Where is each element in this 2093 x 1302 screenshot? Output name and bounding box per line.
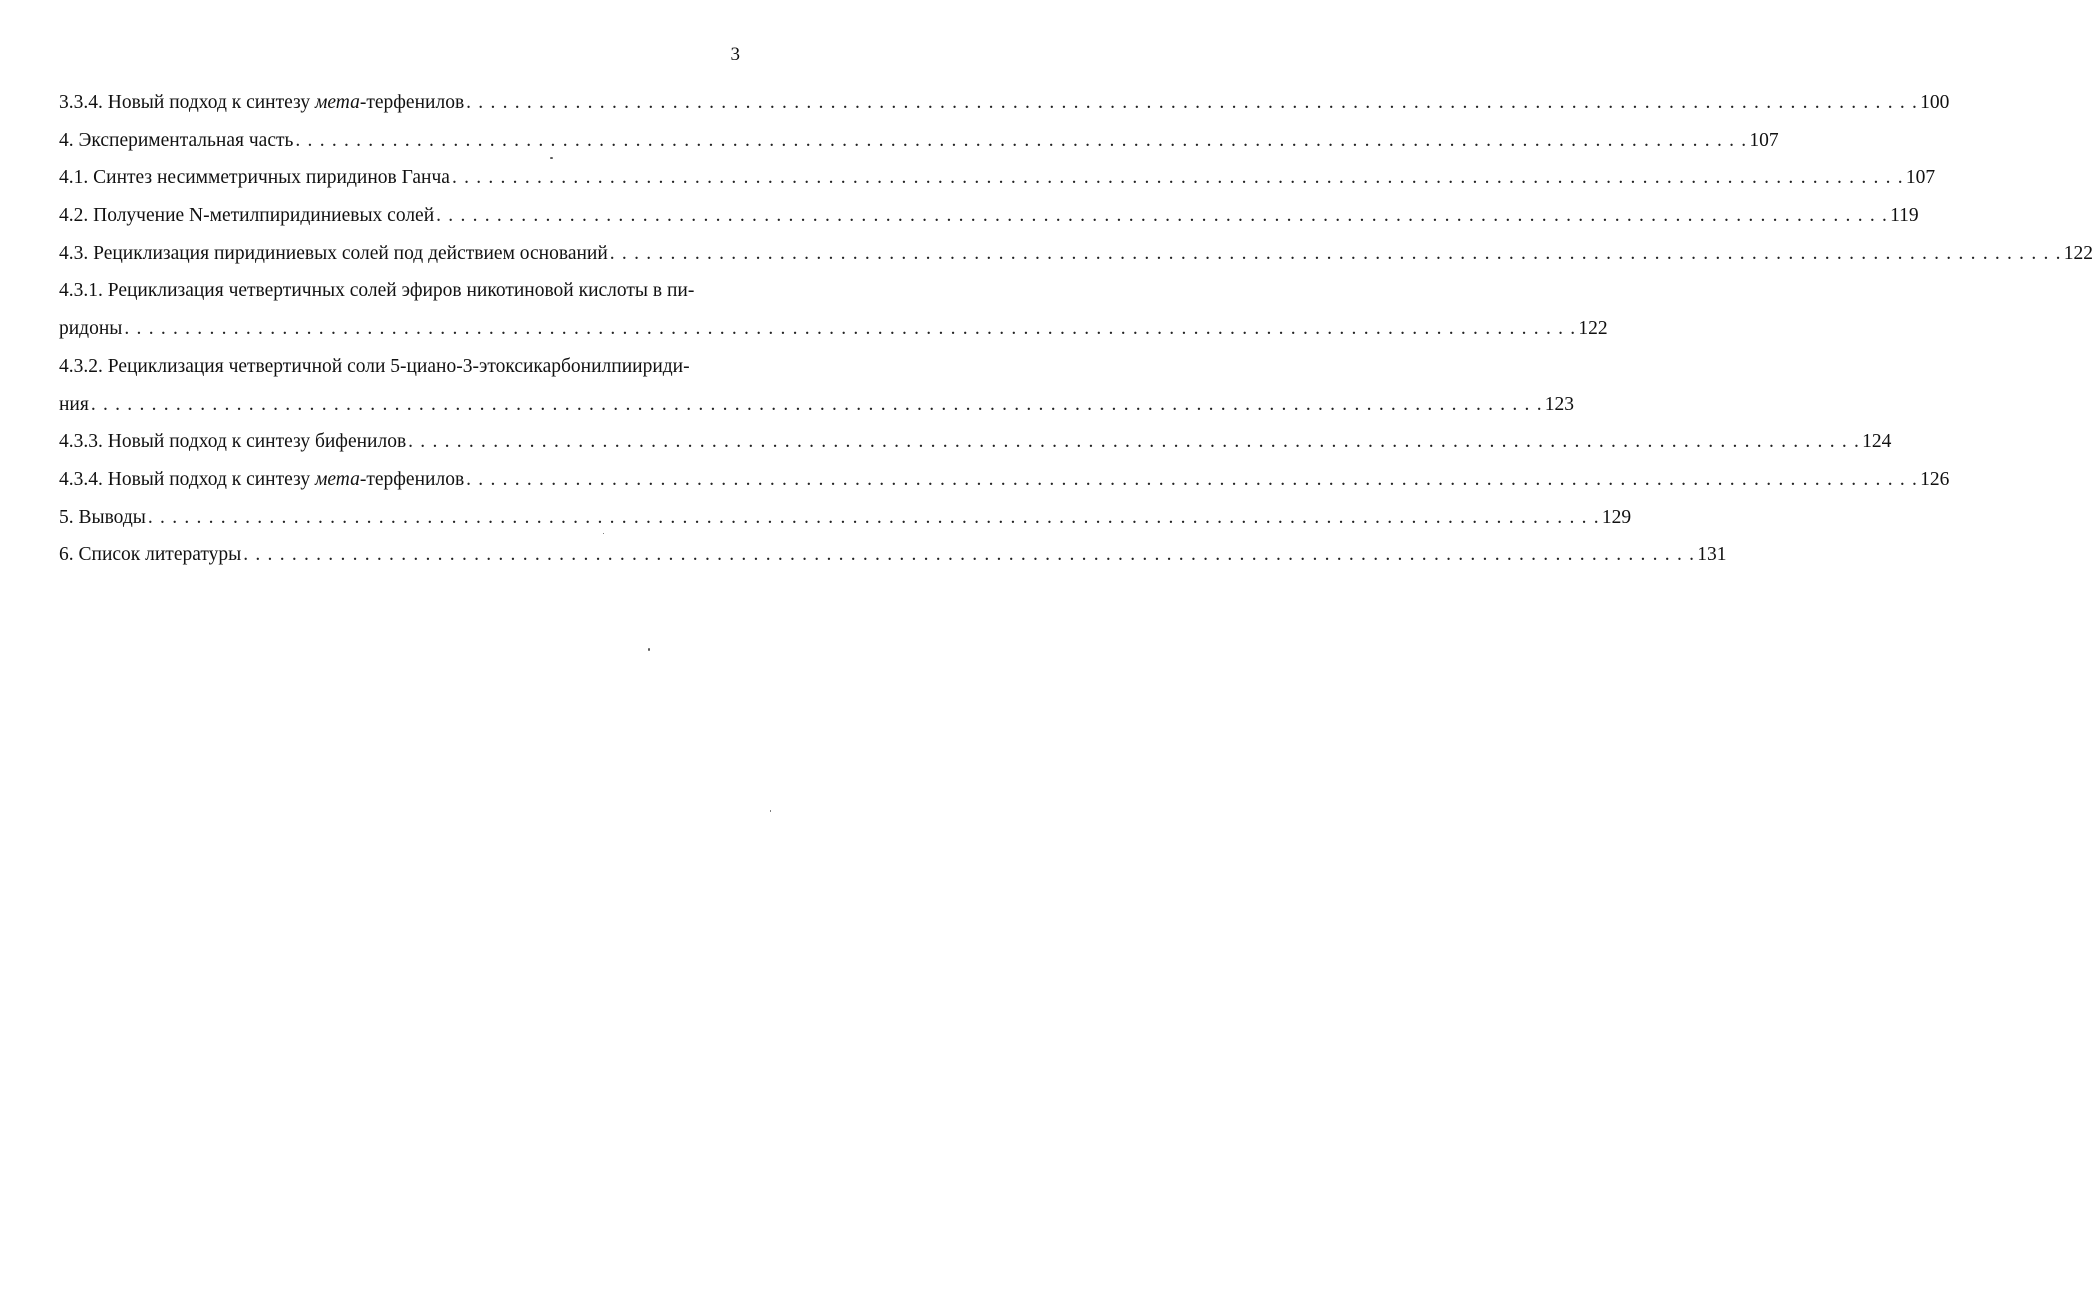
toc-leader-dots: . . . . . . . . . . . . . . . . . . . . . . . . . . . . . . . . . . . . . . . . . . . . . . . . . . . . . . . . . . . . . . . . . . . . . . . . . . . . . . . . . . . . . . . . . . . . . . . . . . . . . . . . . . . . . . . . . . . . . . . . <box>466 468 1919 490</box>
toc-leader-dots: . . . . . . . . . . . . . . . . . . . . . . . . . . . . . . . . . . . . . . . . . . . . . . . . . . . . . . . . . . . . . . . . . . . . . . . . . . . . . . . . . . . . . . . . . . . . . . . . . . . . . . . . . . . . . . . . . . . . . . . . <box>147 506 1600 528</box>
toc-entry-3-3-4 <box>59 84 1950 122</box>
toc-entry-4-3-1-line1 <box>59 272 735 310</box>
toc-entry-4-3 <box>59 235 2093 273</box>
scan-speck <box>603 533 604 534</box>
toc-page-number: 129 <box>1601 506 1632 528</box>
toc-page-number: 107 <box>1905 167 1936 189</box>
toc-entry-4-1 <box>59 159 1936 197</box>
toc-leader-dots: . . . . . . . . . . . . . . . . . . . . . . . . . . . . . . . . . . . . . . . . . . . . . . . . . . . . . . . . . . . . . . . . . . . . . . . . . . . . . . . . . . . . . . . . . . . . . . . . . . . . . . . . . . . . . . . . . . . . . . . . <box>90 393 1543 415</box>
toc-leader-dots: . . . . . . . . . . . . . . . . . . . . . . . . . . . . . . . . . . . . . . . . . . . . . . . . . . . . . . . . . . . . . . . . . . . . . . . . . . . . . . . . . . . . . . . . . . . . . . . . . . . . . . . . . . . . . . . . . . . . . . . . <box>243 544 1696 566</box>
toc-leader-dots: . . . . . . . . . . . . . . . . . . . . . . . . . . . . . . . . . . . . . . . . . . . . . . . . . . . . . . . . . . . . . . . . . . . . . . . . . . . . . . . . . . . . . . . . . . . . . . . . . . . . . . . . . . . . . . . . . . . . . . . . <box>609 242 2062 264</box>
toc-leader-dots: . . . . . . . . . . . . . . . . . . . . . . . . . . . . . . . . . . . . . . . . . . . . . . . . . . . . . . . . . . . . . . . . . . . . . . . . . . . . . . . . . . . . . . . . . . . . . . . . . . . . . . . . . . . . . . . . . . . . . . . . <box>295 129 1748 151</box>
toc-leader-dots: . . . . . . . . . . . . . . . . . . . . . . . . . . . . . . . . . . . . . . . . . . . . . . . . . . . . . . . . . . . . . . . . . . . . . . . . . . . . . . . . . . . . . . . . . . . . . . . . . . . . . . . . . . . . . . . . . . . . . . . . <box>436 205 1889 227</box>
toc-entry-title: 4.3.2. Рециклизация четвертичной соли 5-циано-3-этоксикарбонилпиириди- <box>59 355 690 377</box>
scan-speck <box>550 157 553 159</box>
toc-entry-title: 4.3.1. Рециклизация четвертичных солей эфиров никотиновой кислоты в пи- <box>59 280 695 302</box>
toc-page-number: 100 <box>1920 92 1950 113</box>
toc-entry-4-3-2 <box>59 386 1575 424</box>
toc-page-number: 131 <box>1697 544 1727 566</box>
toc-page-number: 122 <box>2063 242 2093 264</box>
toc-entry-title: 6. Список литературы <box>59 544 242 566</box>
toc-entry-title: 4.3.4. Новый подход к синтезу мета-терфенилов <box>59 468 465 490</box>
scan-speck <box>648 648 650 651</box>
toc-entry-4 <box>59 122 1779 160</box>
toc-leader-dots: . . . . . . . . . . . . . . . . . . . . . . . . . . . . . . . . . . . . . . . . . . . . . . . . . . . . . . . . . . . . . . . . . . . . . . . . . . . . . . . . . . . . . . . . . . . . . . . . . . . . . . . . . . . . . . . . . . . . . . . . <box>408 431 1861 453</box>
toc-entry-4-3-1 <box>59 310 1608 348</box>
page-number: 3 <box>730 44 740 65</box>
toc-entry-title: 4. Экспериментальная часть <box>59 129 294 151</box>
toc-leader-dots: . . . . . . . . . . . . . . . . . . . . . . . . . . . . . . . . . . . . . . . . . . . . . . . . . . . . . . . . . . . . . . . . . . . . . . . . . . . . . . . . . . . . . . . . . . . . . . . . . . . . . . . . . . . . . . . . . . . . . . . . <box>466 92 1919 113</box>
toc-page-number: 126 <box>1920 468 1950 490</box>
toc-entry-title-continued: ридоны <box>59 318 123 340</box>
toc-entry-4-3-4 <box>59 461 1950 499</box>
toc-entry-5 <box>59 499 1632 537</box>
toc-page-number: 119 <box>1890 205 1919 227</box>
toc-entry-title: 3.3.4. Новый подход к синтезу мета-терфенилов <box>59 92 465 113</box>
toc-page-number: 123 <box>1544 393 1575 415</box>
toc-entry-6 <box>59 536 1727 574</box>
table-of-contents <box>59 84 2093 574</box>
toc-page-number: 107 <box>1749 129 1779 151</box>
toc-entry-title-continued: ния <box>59 393 89 415</box>
toc-page-number: 124 <box>1862 431 1892 453</box>
scan-speck <box>770 810 771 812</box>
toc-page-number: 122 <box>1578 318 1608 340</box>
toc-entry-4-2 <box>59 197 1919 235</box>
toc-entry-4-3-2-line1 <box>59 348 735 386</box>
toc-entry-title: 5. Выводы <box>59 506 146 528</box>
toc-leader-dots: . . . . . . . . . . . . . . . . . . . . . . . . . . . . . . . . . . . . . . . . . . . . . . . . . . . . . . . . . . . . . . . . . . . . . . . . . . . . . . . . . . . . . . . . . . . . . . . . . . . . . . . . . . . . . . . . . . . . . . . . <box>124 318 1577 340</box>
toc-entry-4-3-3 <box>59 423 1892 461</box>
toc-entry-title: 4.2. Получение N-метилпиридиниевых солей <box>59 205 435 227</box>
toc-entry-title: 4.3.3. Новый подход к синтезу бифенилов <box>59 431 407 453</box>
toc-leader-dots: . . . . . . . . . . . . . . . . . . . . . . . . . . . . . . . . . . . . . . . . . . . . . . . . . . . . . . . . . . . . . . . . . . . . . . . . . . . . . . . . . . . . . . . . . . . . . . . . . . . . . . . . . . . . . . . . . . . . . . . . <box>451 167 1904 189</box>
toc-entry-title: 4.1. Синтез несимметричных пиридинов Ганча <box>59 167 450 189</box>
toc-entry-title: 4.3. Рециклизация пиридиниевых солей под действием оснований <box>59 242 608 264</box>
